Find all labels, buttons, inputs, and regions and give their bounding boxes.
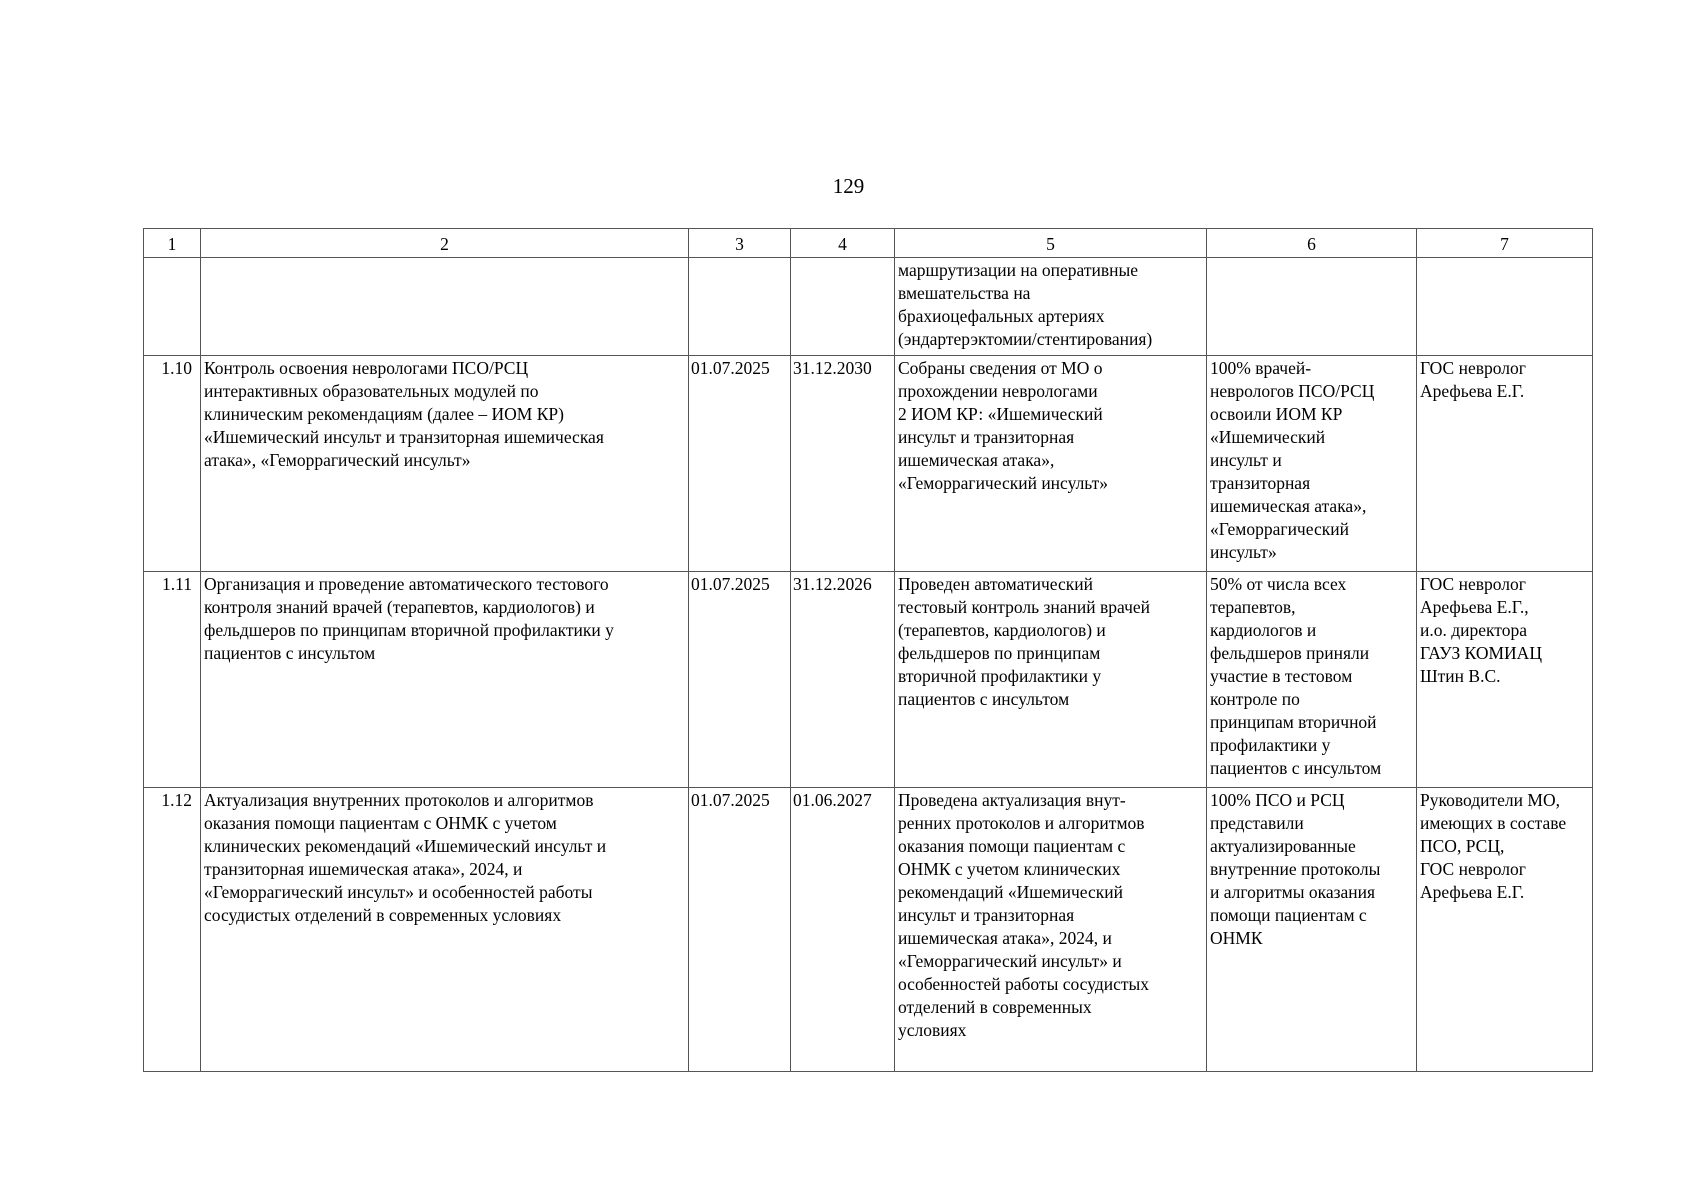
- cell-text-line: Организация и проведение автоматического тестового: [204, 574, 609, 594]
- cell-text-line: «Геморрагический инсульт» и особенностей работы: [204, 882, 593, 902]
- start-date-cell: 01.07.2025: [689, 788, 791, 1072]
- cell-text-line: Собраны сведения от МО о: [898, 358, 1103, 378]
- cell-text-line: 2 ИОМ КР: «Ишемический: [898, 404, 1103, 424]
- column-header: 3: [689, 229, 791, 258]
- cell-text-line: контроле по: [1210, 689, 1300, 709]
- cell-text-line: вторичной профилактики у: [898, 666, 1102, 686]
- cell-text-line: внутренние протоколы: [1210, 859, 1381, 879]
- cell-text-line: 100% врачей-: [1210, 358, 1312, 378]
- cell-text-line: ГАУЗ КОМИАЦ: [1420, 643, 1542, 663]
- cell-text-line: маршрутизации на оперативные: [898, 260, 1139, 280]
- cell-text-line: Проведена актуализация внут-: [898, 790, 1126, 810]
- cell-text-line: брахиоцефальных артериях: [898, 306, 1105, 326]
- cell-text-line: кардиологов и: [1210, 620, 1317, 640]
- cell-text-line: 100% ПСО и РСЦ: [1210, 790, 1345, 810]
- cell-text-line: ГОС невролог: [1420, 358, 1526, 378]
- cell-text-line: инсульт»: [1210, 542, 1277, 562]
- event-cell: [201, 572, 689, 788]
- cell-text-line: особенностей работы сосудистых: [898, 974, 1150, 994]
- cell-text-line: неврологов ПСО/РСЦ: [1210, 381, 1375, 401]
- column-header: 1: [144, 229, 201, 258]
- end-date-cell: 01.06.2027: [791, 788, 895, 1072]
- cell-text-line: отделений в современных: [898, 997, 1092, 1017]
- event-cell: [201, 788, 689, 1072]
- table-row: [144, 258, 1593, 356]
- cell-text-line: ишемическая атака», 2024, и: [898, 928, 1112, 948]
- cell-text-line: прохождении неврологами: [898, 381, 1098, 401]
- cell-text-line: клинических рекомендаций «Ишемический инсульт и: [204, 836, 607, 856]
- responsible-cell: [1417, 258, 1593, 356]
- cell-text-line: атака», «Геморрагический инсульт»: [204, 450, 471, 470]
- column-number-header-row: [144, 229, 1593, 258]
- result-cell: [895, 572, 1207, 788]
- result-cell: [895, 258, 1207, 356]
- cell-text-line: пациентов с инсультом: [1210, 758, 1382, 778]
- cell-text-line: ПСО, РСЦ,: [1420, 836, 1505, 856]
- cell-text-line: интерактивных образовательных модулей по: [204, 381, 539, 401]
- item-number-cell: 1.10: [144, 356, 201, 572]
- cell-text-line: Руководители МО,: [1420, 790, 1560, 810]
- cell-text-line: инсульт и транзиторная: [898, 427, 1075, 447]
- cell-text-line: инсульт и: [1210, 450, 1282, 470]
- item-number-cell: 1.11: [144, 572, 201, 788]
- cell-text-line: профилактики у: [1210, 735, 1331, 755]
- cell-text-line: ишемическая атака»,: [898, 450, 1055, 470]
- cell-text-line: Контроль освоения неврологами ПСО/РСЦ: [204, 358, 529, 378]
- cell-text-line: освоили ИОМ КР: [1210, 404, 1343, 424]
- cell-text-line: контроля знаний врачей (терапевтов, кардиологов) и: [204, 597, 595, 617]
- responsible-cell: [1417, 356, 1593, 572]
- table-row: [144, 572, 1593, 788]
- cell-text-line: «Геморрагический инсульт»: [898, 473, 1109, 493]
- cell-text-line: и алгоритмы оказания: [1210, 882, 1376, 902]
- cell-text-line: ГОС невролог: [1420, 574, 1526, 594]
- cell-text-line: имеющих в составе: [1420, 813, 1567, 833]
- cell-text-line: фельдшеров приняли: [1210, 643, 1370, 663]
- indicator-cell: [1207, 572, 1417, 788]
- cell-text-line: и.о. директора: [1420, 620, 1527, 640]
- item-number-cell: [144, 258, 201, 356]
- column-header: 4: [791, 229, 895, 258]
- cell-text-line: транзиторная ишемическая атака», 2024, и: [204, 859, 523, 879]
- cell-text-line: (терапевтов, кардиологов) и: [898, 620, 1106, 640]
- cell-text-line: Арефьева Е.Г.: [1420, 381, 1525, 401]
- event-cell: [201, 258, 689, 356]
- responsible-cell: [1417, 572, 1593, 788]
- cell-text-line: фельдшеров по принципам: [898, 643, 1101, 663]
- cell-text-line: вмешательства на: [898, 283, 1031, 303]
- cell-text-line: принципам вторичной: [1210, 712, 1377, 732]
- start-date-cell: 01.07.2025: [689, 356, 791, 572]
- cell-text-line: пациентов с инсультом: [204, 643, 376, 663]
- column-header: 5: [895, 229, 1207, 258]
- cell-text-line: «Ишемический: [1210, 427, 1326, 447]
- indicator-cell: [1207, 356, 1417, 572]
- cell-text-line: ренних протоколов и алгоритмов: [898, 813, 1145, 833]
- cell-text-line: транзиторная: [1210, 473, 1311, 493]
- cell-text-line: 50% от числа всех: [1210, 574, 1347, 594]
- cell-text-line: ишемическая атака»,: [1210, 496, 1367, 516]
- cell-text-line: актуализированные: [1210, 836, 1356, 856]
- cell-text-line: терапевтов,: [1210, 597, 1296, 617]
- cell-text-line: рекомендаций «Ишемический: [898, 882, 1123, 902]
- cell-text-line: ГОС невролог: [1420, 859, 1526, 879]
- end-date-cell: 31.12.2030: [791, 356, 895, 572]
- cell-text-line: «Ишемический инсульт и транзиторная ишемическая: [204, 427, 604, 447]
- cell-text-line: помощи пациентам с: [1210, 905, 1367, 925]
- cell-text-line: условиях: [898, 1020, 967, 1040]
- cell-text-line: тестовый контроль знаний врачей: [898, 597, 1151, 617]
- cell-text-line: представили: [1210, 813, 1304, 833]
- table-row: [144, 788, 1593, 1072]
- cell-text-line: клиническим рекомендациям (далее – ИОМ КР): [204, 404, 564, 424]
- result-cell: [895, 356, 1207, 572]
- start-date-cell: [689, 258, 791, 356]
- cell-text-line: Арефьева Е.Г.: [1420, 882, 1525, 902]
- cell-text-line: оказания помощи пациентам с: [898, 836, 1126, 856]
- column-header: 6: [1207, 229, 1417, 258]
- cell-text-line: оказания помощи пациентам с ОНМК с учетом: [204, 813, 557, 833]
- page-number: 129: [832, 174, 865, 198]
- indicator-cell: [1207, 788, 1417, 1072]
- cell-text-line: ОНМК с учетом клинических: [898, 859, 1121, 879]
- cell-text-line: Актуализация внутренних протоколов и алгоритмов: [204, 790, 594, 810]
- event-cell: [201, 356, 689, 572]
- result-cell: [895, 788, 1207, 1072]
- indicator-cell: [1207, 258, 1417, 356]
- end-date-cell: [791, 258, 895, 356]
- column-header: 7: [1417, 229, 1593, 258]
- cell-text-line: сосудистых отделений в современных условиях: [204, 905, 562, 925]
- end-date-cell: 31.12.2026: [791, 572, 895, 788]
- table-row: [144, 356, 1593, 572]
- cell-text-line: Арефьева Е.Г.,: [1420, 597, 1529, 617]
- responsible-cell: [1417, 788, 1593, 1072]
- cell-text-line: участие в тестовом: [1210, 666, 1353, 686]
- cell-text-line: Проведен автоматический: [898, 574, 1093, 594]
- cell-text-line: (эндартерэктомии/стентирования): [898, 329, 1153, 349]
- cell-text-line: пациентов с инсультом: [898, 689, 1070, 709]
- activity-plan-table: [143, 228, 1593, 1072]
- item-number-cell: 1.12: [144, 788, 201, 1072]
- cell-text-line: «Геморрагический инсульт» и: [898, 951, 1122, 971]
- column-header: 2: [201, 229, 689, 258]
- cell-text-line: Штин В.С.: [1420, 666, 1501, 686]
- cell-text-line: инсульт и транзиторная: [898, 905, 1075, 925]
- cell-text-line: фельдшеров по принципам вторичной профилактики у: [204, 620, 614, 640]
- cell-text-line: ОНМК: [1210, 928, 1263, 948]
- start-date-cell: 01.07.2025: [689, 572, 791, 788]
- cell-text-line: «Геморрагический: [1210, 519, 1349, 539]
